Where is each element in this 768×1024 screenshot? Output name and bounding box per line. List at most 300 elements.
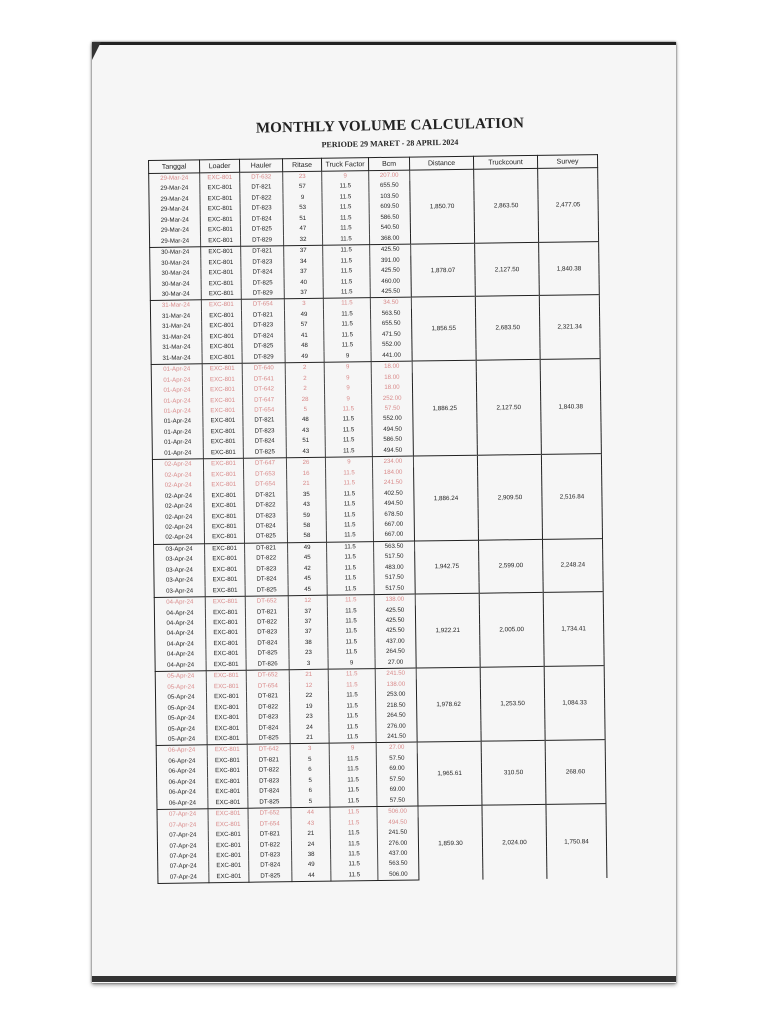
- cell-loader: EXC-801: [208, 797, 248, 808]
- cell-bcm: 609.50: [369, 202, 410, 213]
- cell-tanggal: 29-Mar-24: [149, 173, 200, 185]
- cell-tanggal: 01-Apr-24: [152, 438, 203, 449]
- cell-bcm: 678.50: [373, 509, 414, 520]
- cell-truck-factor: 9: [324, 373, 371, 384]
- cell-tanggal: 06-Apr-24: [156, 756, 207, 767]
- cell-tanggal: 31-Mar-24: [151, 332, 202, 343]
- cell-bcm: 437.00: [375, 636, 416, 647]
- cell-distance: 1,878.07: [411, 243, 476, 297]
- cell-ritase: 38: [289, 638, 328, 649]
- column-header-tanggal: Tanggal: [149, 160, 200, 174]
- cell-loader: EXC-801: [201, 257, 241, 268]
- cell-hauler: DT-823: [242, 321, 285, 332]
- cell-ritase: 53: [283, 203, 322, 214]
- cell-hauler: DT-823: [241, 257, 284, 268]
- cell-loader: EXC-801: [204, 532, 244, 543]
- cell-hauler: DT-825: [244, 532, 287, 544]
- cell-truck-factor: 11.5: [330, 796, 377, 808]
- cell-tanggal: 04-Apr-24: [155, 618, 206, 629]
- cell-tanggal: 06-Apr-24: [157, 777, 208, 788]
- cell-ritase: 40: [284, 277, 323, 288]
- cell-loader: EXC-801: [207, 723, 247, 734]
- cell-truckcount: 1,253.50: [480, 667, 545, 742]
- cell-tanggal: 02-Apr-24: [152, 459, 203, 471]
- cell-ritase: 21: [289, 669, 328, 680]
- cell-survey: 1,084.33: [544, 666, 605, 741]
- cell-bcm: 460.00: [370, 276, 411, 287]
- cell-bcm: 57.50: [377, 795, 418, 806]
- cell-truck-factor: 11.5: [323, 245, 370, 257]
- cell-truck-factor: 11.5: [330, 839, 377, 850]
- cell-tanggal: 01-Apr-24: [152, 396, 203, 407]
- cell-tanggal: 29-Mar-24: [150, 236, 201, 248]
- paper-corner-shadow: [92, 42, 101, 60]
- cell-bcm: 563.50: [378, 859, 419, 870]
- cell-ritase: 45: [288, 584, 327, 595]
- cell-bcm: 494.50: [373, 499, 414, 510]
- cell-hauler: DT-821: [244, 490, 287, 501]
- cell-ritase: 6: [291, 786, 330, 797]
- cell-hauler: DT-824: [248, 786, 291, 797]
- cell-bcm: 34.50: [370, 298, 411, 309]
- cell-loader: EXC-801: [206, 649, 246, 660]
- document-subtitle: PERIODE 29 MARET - 28 APRIL 2024: [321, 137, 459, 150]
- cell-hauler: DT-825: [242, 341, 285, 352]
- cell-truckcount: 2,127.50: [475, 243, 540, 297]
- cell-hauler: DT-825: [249, 871, 292, 883]
- volume-table: [148, 154, 607, 884]
- cell-loader: EXC-801: [202, 332, 242, 343]
- cell-bcm: 425.50: [370, 244, 411, 255]
- cell-tanggal: 30-Mar-24: [150, 279, 201, 290]
- cell-distance: 1,922.21: [415, 593, 480, 668]
- cell-bcm: 402.50: [373, 488, 414, 499]
- cell-ritase: 58: [287, 521, 326, 532]
- cell-ritase: 58: [287, 531, 326, 542]
- cell-bcm: 425.50: [374, 616, 415, 627]
- cell-hauler: DT-654: [246, 681, 289, 692]
- column-header-ritase: Ritase: [282, 158, 321, 172]
- cell-hauler: DT-823: [244, 511, 287, 522]
- cell-hauler: DT-824: [245, 574, 288, 585]
- cell-tanggal: 05-Apr-24: [155, 671, 206, 683]
- cell-truck-factor: 11.5: [324, 340, 371, 351]
- cell-ritase: 2: [285, 384, 324, 395]
- cell-ritase: 47: [283, 224, 322, 235]
- cell-truck-factor: 11.5: [327, 541, 374, 553]
- date-group: [152, 454, 602, 544]
- cell-truck-factor: 11.5: [328, 680, 375, 691]
- cell-tanggal: 30-Mar-24: [150, 247, 201, 259]
- cell-tanggal: 31-Mar-24: [151, 343, 202, 354]
- cell-distance: 1,886.24: [413, 455, 478, 540]
- cell-ritase: 19: [290, 701, 329, 712]
- cell-bcm: 18.00: [371, 383, 412, 394]
- column-header-truck-factor: Truck Factor: [321, 158, 368, 172]
- cell-truck-factor: 11.5: [328, 627, 375, 638]
- cell-hauler: DT-823: [245, 564, 288, 575]
- cell-bcm: 57.50: [372, 404, 413, 415]
- cell-bcm: 57.50: [376, 753, 417, 764]
- cell-hauler: DT-822: [247, 702, 290, 713]
- cell-survey: 1,734.41: [543, 592, 604, 667]
- cell-loader: EXC-801: [204, 480, 244, 491]
- date-group: [156, 740, 606, 810]
- cell-truck-factor: 11.5: [326, 530, 373, 542]
- cell-truck-factor: 9: [324, 362, 371, 374]
- cell-hauler: DT-825: [248, 797, 291, 809]
- column-header-hauler: Hauler: [239, 159, 282, 173]
- cell-truck-factor: 11.5: [323, 298, 370, 310]
- cell-tanggal: 04-Apr-24: [155, 650, 206, 661]
- cell-tanggal: 05-Apr-24: [156, 734, 207, 746]
- cell-tanggal: 31-Mar-24: [150, 300, 201, 312]
- cell-tanggal: 05-Apr-24: [156, 713, 207, 724]
- cell-truckcount: 2,909.50: [477, 455, 542, 540]
- cell-truck-factor: 11.5: [331, 870, 378, 882]
- cell-truck-factor: 9: [325, 457, 372, 469]
- cell-ritase: 45: [288, 574, 327, 585]
- cell-truck-factor: 11.5: [323, 287, 370, 299]
- cell-ritase: 43: [286, 446, 325, 457]
- cell-loader: EXC-801: [200, 204, 240, 215]
- cell-loader: EXC-801: [203, 406, 243, 417]
- cell-truckcount: 2,683.50: [475, 296, 540, 361]
- cell-ritase: 3: [290, 744, 329, 755]
- cell-bcm: 563.50: [370, 308, 411, 319]
- cell-truck-factor: 11.5: [322, 234, 369, 246]
- cell-ritase: 24: [290, 722, 329, 733]
- cell-truck-factor: 11.5: [326, 489, 373, 500]
- cell-bcm: 667.00: [373, 519, 414, 530]
- date-group: [154, 538, 604, 597]
- cell-loader: EXC-801: [205, 565, 245, 576]
- cell-loader: EXC-801: [205, 607, 245, 618]
- cell-ritase: 9: [283, 193, 322, 204]
- cell-bcm: 276.00: [376, 721, 417, 732]
- cell-tanggal: 01-Apr-24: [152, 427, 203, 438]
- cell-truck-factor: 11.5: [331, 849, 378, 860]
- cell-hauler: DT-652: [246, 670, 289, 682]
- cell-ritase: 43: [287, 500, 326, 511]
- cell-tanggal: 31-Mar-24: [150, 311, 201, 322]
- cell-tanggal: 01-Apr-24: [152, 406, 203, 417]
- cell-loader: EXC-801: [203, 395, 243, 406]
- cell-hauler: DT-821: [241, 246, 284, 258]
- cell-tanggal: 31-Mar-24: [151, 322, 202, 333]
- cell-hauler: DT-654: [241, 299, 284, 311]
- cell-hauler: DT-821: [245, 607, 288, 618]
- cell-truckcount: 310.50: [481, 741, 546, 806]
- cell-ritase: 5: [290, 755, 329, 766]
- cell-truckcount: 2,005.00: [479, 592, 544, 667]
- cell-bcm: 234.00: [372, 456, 413, 467]
- cell-tanggal: 07-Apr-24: [157, 809, 208, 821]
- cell-truck-factor: 11.5: [326, 510, 373, 521]
- cell-ritase: 23: [290, 712, 329, 723]
- cell-truck-factor: 11.5: [330, 785, 377, 796]
- cell-ritase: 49: [285, 351, 324, 362]
- cell-loader: EXC-801: [206, 618, 246, 629]
- cell-bcm: 494.50: [377, 817, 418, 828]
- cell-hauler: DT-821: [247, 755, 290, 766]
- cell-bcm: 586.50: [372, 435, 413, 446]
- cell-truck-factor: 9: [329, 743, 376, 755]
- cell-truck-factor: 9: [324, 351, 371, 363]
- cell-tanggal: 07-Apr-24: [157, 830, 208, 841]
- cell-ritase: 28: [286, 394, 325, 405]
- cell-bcm: 655.50: [369, 181, 410, 192]
- cell-truck-factor: 11.5: [327, 616, 374, 627]
- cell-hauler: DT-822: [246, 617, 289, 628]
- cell-loader: EXC-801: [204, 501, 244, 512]
- cell-ritase: 38: [292, 850, 331, 861]
- cell-truck-factor: 11.5: [330, 775, 377, 786]
- cell-tanggal: 01-Apr-24: [151, 385, 202, 396]
- cell-bcm: 69.00: [377, 785, 418, 796]
- cell-loader: EXC-801: [207, 756, 247, 767]
- cell-bcm: 494.50: [372, 424, 413, 435]
- cell-ritase: 51: [283, 214, 322, 225]
- cell-hauler: DT-825: [246, 649, 289, 660]
- cell-ritase: 59: [287, 510, 326, 521]
- cell-bcm: 27.00: [376, 742, 417, 753]
- cell-hauler: DT-647: [243, 458, 286, 470]
- cell-loader: EXC-801: [205, 596, 245, 607]
- cell-ritase: 34: [284, 256, 323, 267]
- cell-loader: EXC-801: [202, 342, 242, 353]
- cell-hauler: DT-824: [243, 437, 286, 448]
- cell-ritase: 5: [286, 405, 325, 416]
- cell-bcm: 252.00: [372, 393, 413, 404]
- cell-loader: EXC-801: [208, 777, 248, 788]
- cell-truck-factor: 9: [322, 171, 369, 183]
- cell-distance: 1,859.30: [418, 805, 483, 880]
- cell-ritase: 23: [283, 171, 322, 182]
- cell-ritase: 49: [292, 860, 331, 871]
- cell-hauler: DT-824: [244, 521, 287, 532]
- cell-hauler: DT-825: [247, 733, 290, 745]
- cell-loader: EXC-801: [203, 427, 243, 438]
- cell-ritase: 24: [291, 839, 330, 850]
- cell-loader: EXC-801: [202, 321, 242, 332]
- cell-bcm: 425.50: [374, 605, 415, 616]
- cell-loader: EXC-801: [201, 268, 241, 279]
- date-group: [150, 242, 600, 301]
- cell-tanggal: 05-Apr-24: [155, 692, 206, 703]
- cell-survey: 2,248.24: [542, 538, 603, 592]
- cell-distance: 1,942.75: [415, 540, 480, 594]
- cell-tanggal: 30-Mar-24: [150, 268, 201, 279]
- cell-tanggal: 05-Apr-24: [155, 682, 206, 693]
- cell-truck-factor: 11.5: [323, 277, 370, 288]
- cell-hauler: DT-823: [248, 776, 291, 787]
- cell-loader: EXC-801: [201, 246, 241, 257]
- cell-loader: EXC-801: [200, 215, 240, 226]
- cell-hauler: DT-647: [243, 395, 286, 406]
- cell-tanggal: 06-Apr-24: [156, 767, 207, 778]
- cell-tanggal: 04-Apr-24: [155, 629, 206, 640]
- cell-hauler: DT-829: [242, 352, 285, 364]
- cell-ritase: 21: [287, 479, 326, 490]
- cell-truck-factor: 11.5: [330, 818, 377, 829]
- cell-tanggal: 02-Apr-24: [153, 491, 204, 502]
- cell-ritase: 23: [289, 648, 328, 659]
- cell-loader: EXC-801: [206, 628, 246, 639]
- cell-truck-factor: 11.5: [325, 425, 372, 436]
- cell-ritase: 3: [284, 299, 323, 310]
- cell-hauler: DT-823: [243, 426, 286, 437]
- cell-loader: EXC-801: [202, 363, 242, 374]
- cell-loader: EXC-801: [203, 448, 243, 459]
- cell-distance: 1,978.62: [416, 667, 481, 742]
- cell-bcm: 563.50: [374, 541, 415, 552]
- cell-loader: EXC-801: [209, 861, 249, 872]
- cell-truck-factor: 11.5: [329, 764, 376, 775]
- cell-truck-factor: 9: [328, 658, 375, 670]
- cell-tanggal: 04-Apr-24: [155, 660, 206, 672]
- cell-truck-factor: 11.5: [322, 192, 369, 203]
- cell-truck-factor: 11.5: [323, 266, 370, 277]
- cell-truckcount: 2,127.50: [476, 360, 541, 456]
- cell-tanggal: 05-Apr-24: [156, 724, 207, 735]
- cell-ritase: 35: [287, 489, 326, 500]
- cell-survey: 1,750.84: [546, 804, 607, 879]
- cell-truck-factor: 11.5: [326, 520, 373, 531]
- cell-bcm: 655.50: [371, 319, 412, 330]
- cell-hauler: DT-825: [243, 447, 286, 459]
- cell-truck-factor: 11.5: [327, 552, 374, 563]
- cell-loader: EXC-801: [208, 830, 248, 841]
- cell-tanggal: 07-Apr-24: [158, 851, 209, 862]
- cell-loader: EXC-801: [201, 278, 241, 289]
- cell-truck-factor: 11.5: [329, 732, 376, 744]
- cell-hauler: DT-823: [249, 850, 292, 861]
- cell-bcm: 69.00: [376, 764, 417, 775]
- cell-loader: EXC-801: [200, 183, 240, 194]
- cell-loader: EXC-801: [205, 585, 245, 596]
- cell-hauler: DT-822: [245, 554, 288, 565]
- cell-tanggal: 04-Apr-24: [155, 639, 206, 650]
- cell-bcm: 241.50: [373, 478, 414, 489]
- cell-hauler: DT-652: [245, 596, 288, 608]
- cell-survey: 1,840.38: [539, 242, 600, 296]
- cell-loader: EXC-801: [202, 352, 242, 363]
- cell-bcm: 264.50: [375, 647, 416, 658]
- cell-survey: 2,321.34: [539, 295, 600, 359]
- cell-hauler: DT-822: [248, 840, 291, 851]
- cell-tanggal: 07-Apr-24: [157, 841, 208, 852]
- cell-hauler: DT-642: [242, 384, 285, 395]
- cell-hauler: DT-825: [241, 278, 284, 289]
- cell-bcm: 18.00: [371, 372, 412, 383]
- cell-hauler: DT-824: [242, 331, 285, 342]
- cell-bcm: 253.00: [375, 690, 416, 701]
- cell-truck-factor: 11.5: [330, 807, 377, 819]
- cell-loader: EXC-801: [201, 311, 241, 322]
- cell-truckcount: 2,599.00: [479, 539, 544, 593]
- cell-hauler: DT-823: [240, 204, 283, 215]
- cell-truck-factor: 11.5: [331, 860, 378, 871]
- cell-hauler: DT-822: [240, 193, 283, 204]
- cell-tanggal: 29-Mar-24: [149, 194, 200, 205]
- column-header-truckcount: Truckcount: [473, 155, 537, 169]
- cell-bcm: 138.00: [375, 679, 416, 690]
- cell-loader: EXC-801: [206, 692, 246, 703]
- cell-bcm: 540.50: [369, 223, 410, 234]
- cell-truck-factor: 11.5: [322, 223, 369, 234]
- cell-loader: EXC-801: [207, 745, 247, 756]
- cell-ritase: 44: [291, 807, 330, 818]
- cell-truck-factor: 9: [325, 394, 372, 405]
- cell-bcm: 506.00: [378, 869, 419, 880]
- cell-ritase: 43: [286, 426, 325, 437]
- cell-hauler: DT-654: [248, 819, 291, 830]
- column-header-loader: Loader: [200, 159, 240, 173]
- cell-truck-factor: 11.5: [325, 404, 372, 415]
- cell-ritase: 5: [291, 796, 330, 807]
- cell-bcm: 184.00: [373, 467, 414, 478]
- cell-ritase: 12: [289, 680, 328, 691]
- cell-bcm: 517.50: [374, 583, 415, 594]
- cell-loader: EXC-801: [206, 671, 246, 682]
- cell-bcm: 57.50: [377, 774, 418, 785]
- cell-truck-factor: 11.5: [330, 828, 377, 839]
- cell-truck-factor: 11.5: [326, 478, 373, 489]
- cell-hauler: DT-642: [247, 744, 290, 756]
- cell-bcm: 425.50: [370, 287, 411, 298]
- cell-tanggal: 03-Apr-24: [154, 586, 205, 598]
- cell-loader: EXC-801: [208, 787, 248, 798]
- cell-truck-factor: 11.5: [323, 309, 370, 320]
- cell-loader: EXC-801: [202, 385, 242, 396]
- cell-hauler: DT-829: [240, 235, 283, 247]
- cell-truck-factor: 11.5: [327, 573, 374, 584]
- cell-hauler: DT-653: [244, 469, 287, 480]
- cell-bcm: 441.00: [371, 350, 412, 361]
- cell-survey: 2,516.84: [541, 454, 602, 539]
- cell-truck-factor: 11.5: [326, 499, 373, 510]
- cell-truck-factor: 11.5: [329, 711, 376, 722]
- cell-hauler: DT-821: [243, 416, 286, 427]
- cell-tanggal: 04-Apr-24: [154, 608, 205, 619]
- cell-tanggal: 01-Apr-24: [152, 448, 203, 460]
- cell-loader: EXC-801: [203, 437, 243, 448]
- cell-ritase: 16: [287, 468, 326, 479]
- cell-tanggal: 06-Apr-24: [156, 745, 207, 757]
- cell-truck-factor: 11.5: [328, 637, 375, 648]
- cell-truck-factor: 11.5: [327, 606, 374, 617]
- cell-bcm: 103.50: [369, 191, 410, 202]
- cell-tanggal: 04-Apr-24: [154, 597, 205, 609]
- cell-hauler: DT-824: [249, 861, 292, 872]
- cell-tanggal: 02-Apr-24: [153, 522, 204, 533]
- cell-loader: EXC-801: [200, 236, 240, 247]
- cell-tanggal: 06-Apr-24: [157, 788, 208, 799]
- cell-truck-factor: 11.5: [323, 256, 370, 267]
- cell-loader: EXC-801: [207, 766, 247, 777]
- cell-hauler: DT-821: [241, 310, 284, 321]
- cell-truckcount: 2,863.50: [474, 168, 539, 243]
- cell-hauler: DT-825: [245, 585, 288, 597]
- cell-truck-factor: 11.5: [329, 701, 376, 712]
- cell-tanggal: 02-Apr-24: [153, 501, 204, 512]
- cell-hauler: DT-824: [246, 638, 289, 649]
- cell-bcm: 506.00: [377, 806, 418, 817]
- cell-bcm: 27.00: [375, 657, 416, 668]
- cell-survey: 1,840.38: [540, 359, 601, 455]
- cell-loader: EXC-801: [206, 660, 246, 671]
